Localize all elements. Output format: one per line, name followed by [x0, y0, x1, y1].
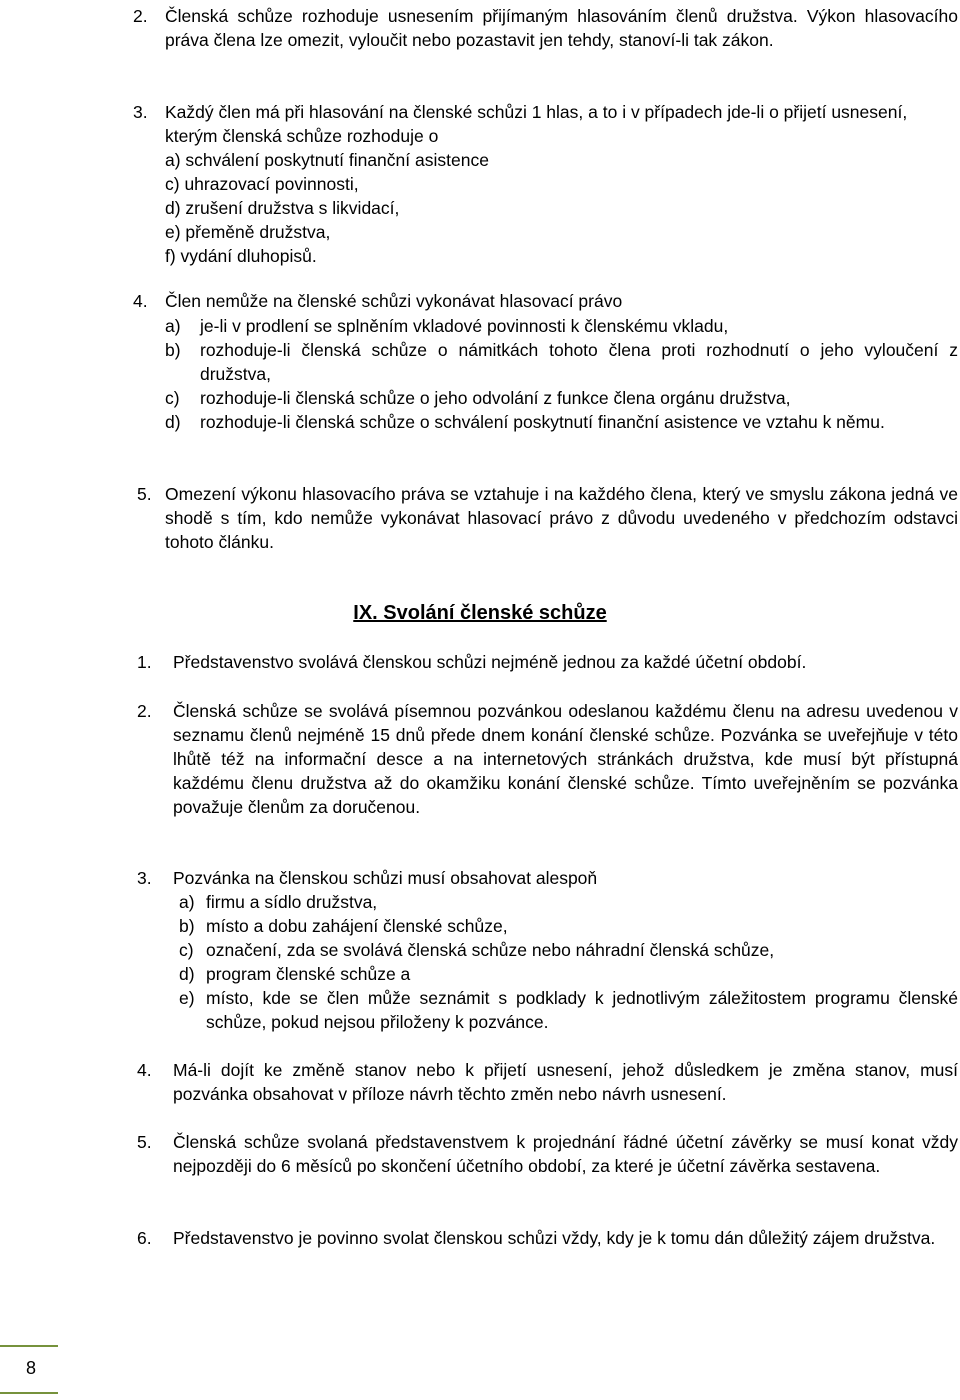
footer-divider-top — [0, 1345, 58, 1347]
paragraph-text: Pozvánka na členskou schůzi musí obsahovat alespoň — [173, 868, 598, 888]
paragraph-number: 4. — [137, 1060, 152, 1080]
paragraph-text: Představenstvo svolává členskou schůzi nejméně jednou za každé účetní období. — [173, 652, 807, 672]
paragraph-number: 5. — [137, 484, 152, 504]
list-item: místo a dobu zahájení členské schůze, — [206, 916, 508, 936]
list-item: místo, kde se člen může seznámit s podklady k jednotlivým záležitostem programu členské schůze, pokud nejsou přiloženy k pozvánce. — [206, 988, 958, 1032]
list-item: firmu a sídlo družstva, — [206, 892, 378, 912]
paragraph-text: Členská schůze rozhoduje usnesením přijímaným hlasováním členů družstva. Výkon hlasovacího práva člena lze omezit, vyloučit nebo pozastavit jen tehdy, stanoví-li tak zákon. — [165, 6, 958, 50]
paragraph-number: 4. — [133, 291, 148, 311]
paragraph-number: 3. — [133, 102, 148, 122]
list-item: d) zrušení družstva s likvidací, — [165, 198, 400, 218]
paragraph-text: Má-li dojít ke změně stanov nebo k přijetí usnesení, jehož důsledkem je změna stanov, musí pozvánka obsahovat v příloze návrh těchto změn nebo návrh usnesení. — [173, 1060, 958, 1104]
paragraph-number: 6. — [137, 1228, 152, 1248]
paragraph-text: Členská schůze svolaná představenstvem k projednání řádné účetní závěrky se musí konat vždy nejpozději do 6 měsíců po skončení účetního období, za které je účetní závěrka sestavena. — [173, 1132, 958, 1176]
paragraph-number: 2. — [133, 6, 148, 26]
paragraph-text: Představenstvo je povinno svolat členskou schůzi vždy, kdy je k tomu dán důležitý zájem družstva. — [173, 1228, 936, 1248]
list-label: e) — [179, 988, 195, 1008]
page-number: 8 — [25, 1358, 36, 1378]
paragraph-number: 5. — [137, 1132, 152, 1152]
paragraph-text: Každý člen má při hlasování na členské schůzi 1 hlas, a to i v případech jde-li o přijetí usnesení, kterým členská schůze rozhoduje o — [165, 102, 908, 146]
list-item: f) vydání dluhopisů. — [165, 246, 317, 266]
paragraph-text: Členská schůze se svolává písemnou pozvánkou odeslanou každému členu na adresu uvedenou v seznamu členů nejméně 15 dnů přede dnem konání členské schůze. Pozvánka se uveřejňuje v této lhůtě též na informační desce a na internetových stránkách družstva, kde musí být přístupná každému členu družstva až do okamžiku konání členské schůze. Tímto uveřejněním se pozvánka považuje členům za doručenou. — [173, 701, 958, 817]
list-label: a) — [179, 892, 195, 912]
paragraph-number: 2. — [137, 701, 152, 721]
paragraph-number: 1. — [137, 652, 152, 672]
list-label: d) — [165, 412, 181, 432]
list-item: program členské schůze a — [206, 964, 411, 984]
list-label: c) — [179, 940, 194, 960]
list-label: d) — [179, 964, 195, 984]
list-label: b) — [179, 916, 195, 936]
section-heading: IX. Svolání členské schůze — [353, 602, 607, 624]
list-item: rozhoduje-li členská schůze o jeho odvolání z funkce člena orgánu družstva, — [200, 388, 791, 408]
list-label: a) — [165, 316, 181, 336]
list-item: rozhoduje-li členská schůze o námitkách tohoto člena proti rozhodnutí o jeho vyloučení z družstva, — [200, 340, 958, 384]
list-item: označení, zda se svolává členská schůze nebo náhradní členská schůze, — [206, 940, 775, 960]
paragraph-text: Omezení výkonu hlasovacího práva se vztahuje i na každého člena, který ve smyslu zákona jedná ve shodě s tím, kdo nemůže vykonávat hlasovací právo z důvodu uvedeného v předchozím odstavci tohoto článku. — [165, 484, 958, 552]
list-label: c) — [165, 388, 180, 408]
paragraph-text: Člen nemůže na členské schůzi vykonávat hlasovací právo — [165, 291, 623, 311]
list-item: e) přeměně družstva, — [165, 222, 331, 242]
paragraph-number: 3. — [137, 868, 152, 888]
list-label: b) — [165, 340, 181, 360]
list-item: je-li v prodlení se splněním vkladové povinnosti k členskému vkladu, — [200, 316, 729, 336]
list-item: c) uhrazovací povinnosti, — [165, 174, 359, 194]
list-item: a) schválení poskytnutí finanční asistence — [165, 150, 489, 170]
list-item: rozhoduje-li členská schůze o schválení poskytnutí finanční asistence ve vztahu k němu. — [200, 412, 885, 432]
footer-divider-bottom — [0, 1392, 58, 1394]
